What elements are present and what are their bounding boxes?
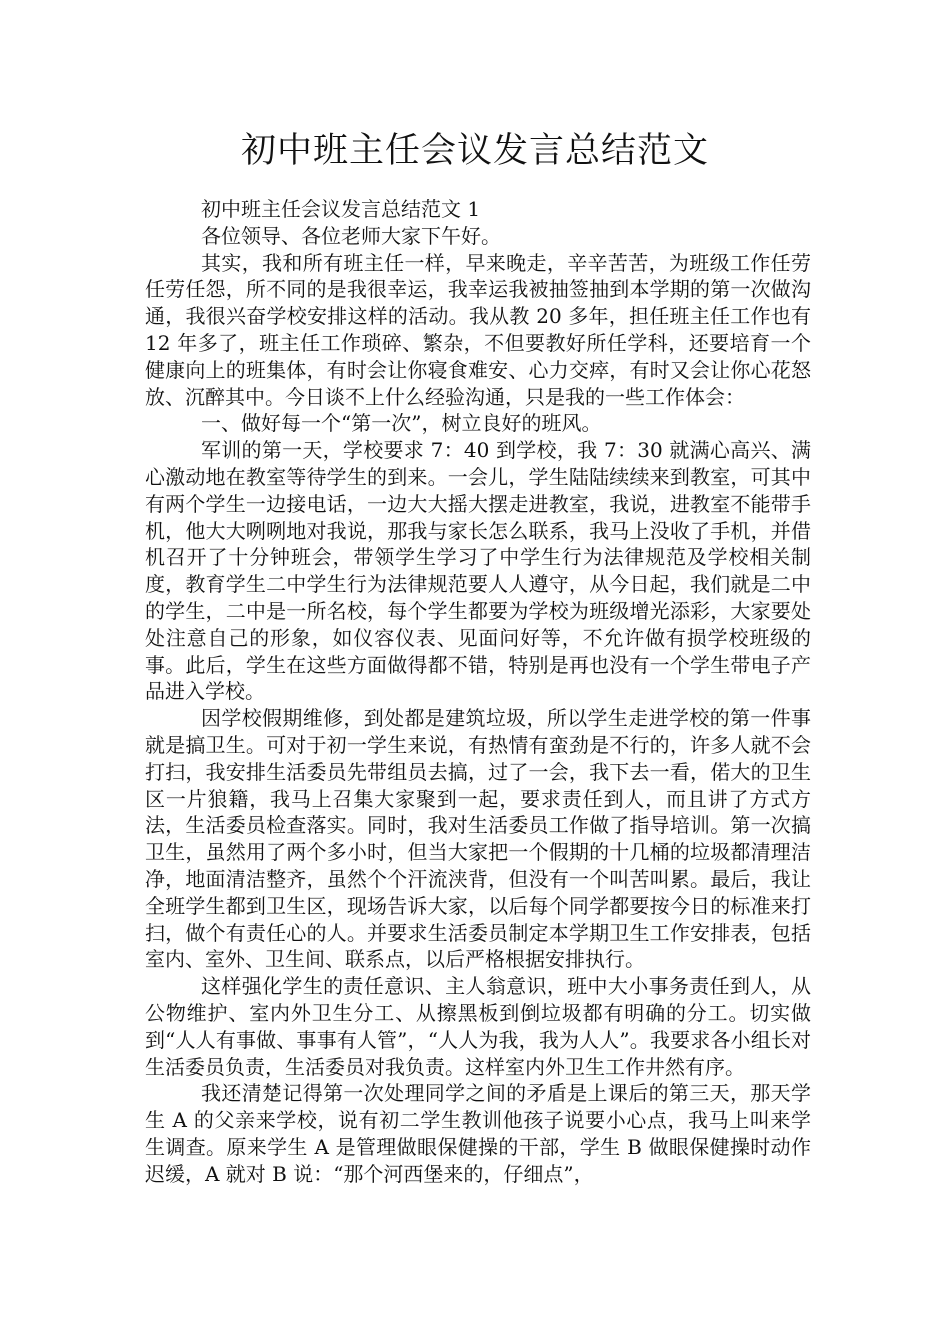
paragraph: 我还清楚记得第一次处理同学之间的矛盾是上课后的第三天，那天学生 A 的父亲来学校，说有初二学生教训他孩子说要小心点，我马上叫来学生调查。原来学生 A 是管理做眼保健操的干部，学生 B 做眼保健操时动作迟缓，A 就对 B 说：“那个河西堡来的，仔细点”， [145,1081,811,1186]
paragraph: 一、做好每一个“第一次”，树立良好的班风。 [201,411,602,436]
paragraph: 各位领导、各位老师大家下午好。 [201,223,501,248]
paragraph: 其实，我和所有班主任一样，早来晚走，辛辛苦苦，为班级工作任劳任劳任怨，所不同的是我很幸运，我幸运我被抽签抽到本学期的第一次做沟通，我很兴奋学校安排这样的活动。我从教 20 多年，担任班主任工作也有 12 年多了，班主任工作琐碎、繁杂，不但要教好所任学科，还要培育一个健康向上的班集体，有时会让你寝食难安、心力交瘁，有时又会让你心花怒放、沉醉其中。今日谈不上什么经验沟通，只是我的一些工作体会： [145,250,811,409]
paragraph: 初中班主任会议发言总结范文 1 [201,197,481,221]
paragraph: 这样强化学生的责任意识、主人翁意识，班中大小事务责任到人，从公物维护、室内外卫生分工、从擦黑板到倒垃圾都有明确的分工。切实做到“人人有事做、事事有人管”，“人人为我，我为人人”。我要求各小组长对生活委员负责，生活委员对我负责。这样室内外卫生工作井然有序。 [145,974,811,1079]
document-body [145,196,811,1187]
document-title: 初中班主任会议发言总结范文 [240,131,709,171]
paragraph: 军训的第一天，学校要求 7：40 到学校，我 7：30 就满心高兴、满心激动地在教室等待学生的到来。一会儿，学生陆陆续续来到教室，可其中有两个学生一边接电话，一边大大摇大摆走进教室，我说，进教室不能带手机，他大大咧咧地对我说，那我与家长怎么联系，我马上没收了手机，并借机召开了十分钟班会，带领学生学习了中学生行为法律规范及学校相关制度，教育学生二中学生行为法律规范要人人遵守，从今日起，我们就是二中的学生，二中是一所名校，每个学生都要为学校为班级增光添彩，大家要处处注意自己的形象，如仪容仪表、见面问好等，不允许做有损学校班级的事。此后，学生在这些方面做得都不错，特别是再也没有一个学生带电子产品进入学校。 [145,438,811,704]
paragraph: 因学校假期维修，到处都是建筑垃圾，所以学生走进学校的第一件事就是搞卫生。可对于初一学生来说，有热情有蛮劲是不行的，许多人就不会打扫，我安排生活委员先带组员去搞，过了一会，我下去一看，偌大的卫生区一片狼籍，我马上召集大家聚到一起，要求责任到人，而且讲了方式方法，生活委员检查落实。同时，我对生活委员工作做了指导培训。第一次搞卫生，虽然用了两个多小时，但当大家把一个假期的十几桶的垃圾都清理洁净，地面清洁整齐，虽然个个汗流浃背，但没有一个叫苦叫累。最后，我让全班学生都到卫生区，现场告诉大家，以后每个同学都要按今日的标准来打扫，做个有责任心的人。并要求生活委员制定本学期卫生工作安排表，包括室内、室外、卫生间、联系点，以后严格根据安排执行。 [145,706,811,972]
